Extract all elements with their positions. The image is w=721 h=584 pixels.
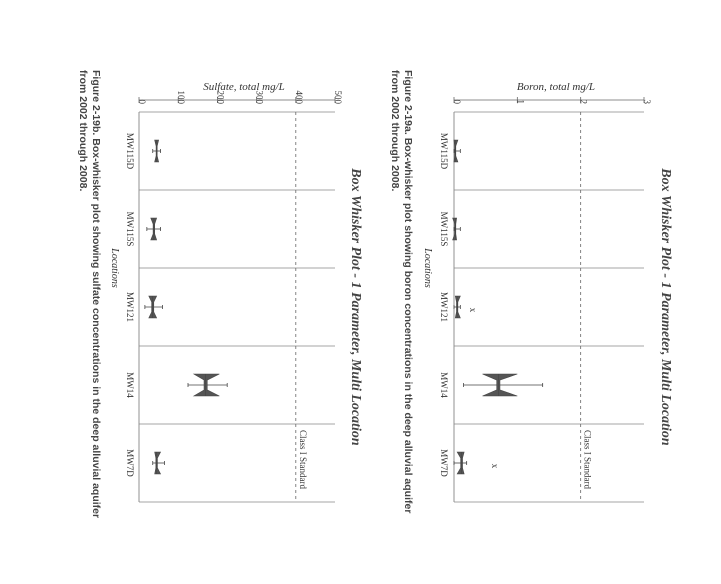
category-label: MW7D <box>439 449 449 477</box>
category-label: MW121 <box>125 292 135 322</box>
value-tick-label: 300 <box>254 90 265 104</box>
caption-line: from 2002 through 2008. <box>389 70 401 192</box>
category-label: MW14 <box>439 372 449 398</box>
figure-caption <box>389 70 414 513</box>
figure-caption <box>77 70 102 518</box>
outlier-marker: x <box>490 463 500 469</box>
caption-line: Figure 2-19b. Box-whisker plot showing sulfate concentrations in the deep alluvial aquifer <box>90 70 102 519</box>
chart-boron <box>389 70 673 513</box>
chart-title: Box Whisker Plot - 1 Parameter, Multi Location <box>348 168 363 446</box>
category-label: MW115D <box>125 132 135 170</box>
caption-line: from 2002 through 2008. <box>77 70 89 192</box>
value-tick-label: 200 <box>215 90 226 104</box>
outlier-marker: x <box>467 307 478 313</box>
caption-line: Figure 2-19a. Box-whisker plot showing boron concentrations in the deep alluvial aquifer <box>402 70 414 514</box>
value-tick-label: 500 <box>333 90 343 104</box>
standard-label: Class I Standard <box>582 430 593 489</box>
locations-label: Locations <box>109 248 120 288</box>
box-MW115S <box>453 218 457 240</box>
value-tick-label: 1 <box>515 99 526 104</box>
category-label: MW14 <box>125 372 135 398</box>
value-tick-label: 100 <box>176 90 187 104</box>
chart-sulfate <box>77 70 363 518</box>
value-tick-label: 400 <box>293 90 304 104</box>
value-tick-label: 0 <box>137 99 147 104</box>
locations-label: Locations <box>422 248 433 288</box>
value-tick-label: 3 <box>642 99 652 104</box>
category-label: MW7D <box>125 449 135 477</box>
standard-label: Class I Standard <box>297 430 308 489</box>
value-axis-label: Sulfate, total mg/L <box>203 81 285 93</box>
chart-title: Box Whisker Plot - 1 Parameter, Multi Location <box>658 168 673 446</box>
category-label: MW115D <box>439 132 449 170</box>
category-label: MW115S <box>125 211 135 247</box>
value-tick-label: 0 <box>452 99 462 104</box>
category-label: MW121 <box>439 292 449 322</box>
value-tick-label: 2 <box>578 99 589 104</box>
value-axis-label: Boron, total mg/L <box>516 81 596 93</box>
category-label: MW115S <box>439 211 449 247</box>
